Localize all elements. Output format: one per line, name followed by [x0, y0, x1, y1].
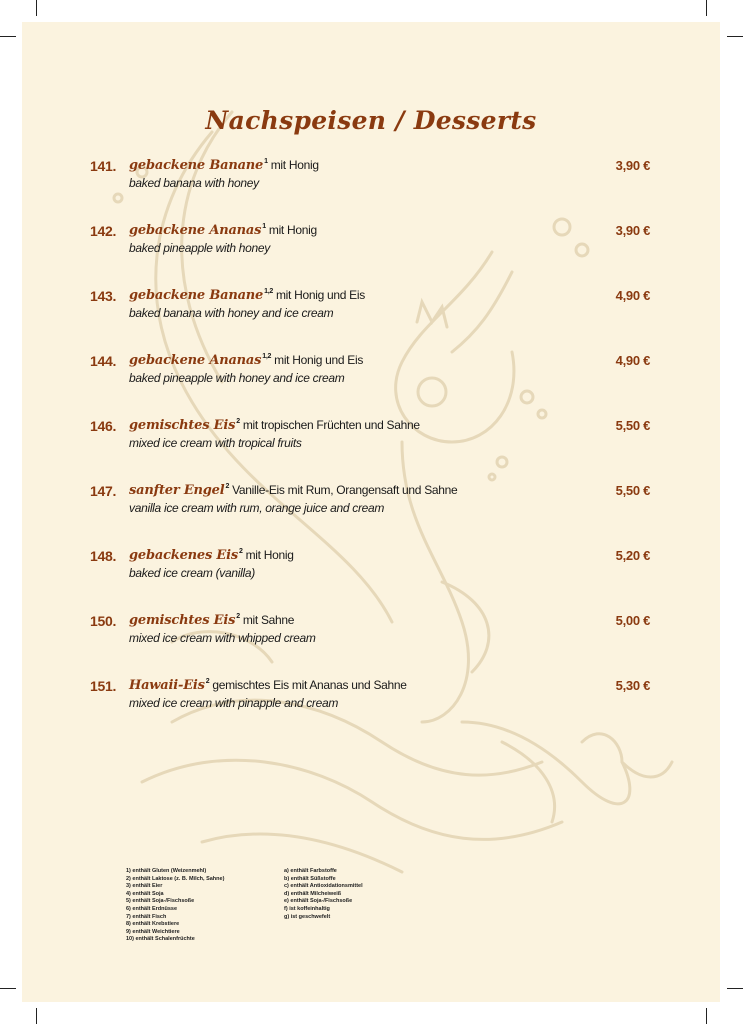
item-name: Hawaii-Eis [129, 678, 205, 693]
item-description-de: Vanille-Eis mit Rum, Orangensaft und Sahne [232, 483, 458, 497]
footnote: b) enthält Süßstoffe [284, 875, 336, 882]
item-price: 3,90 € [615, 158, 650, 173]
item-number: 143. [90, 288, 117, 304]
item-name: gemischtes Eis [129, 613, 236, 628]
footnote: g) ist geschwefelt [284, 913, 331, 920]
allergen-marker: 2 [236, 613, 240, 620]
allergen-marker: 2 [239, 548, 243, 555]
allergen-marker: 2 [225, 483, 230, 490]
item-description-en: baked pineapple with honey and ice cream [129, 371, 345, 385]
allergen-marker: 1,2 [264, 288, 273, 295]
item-description-de: mit Honig [268, 223, 317, 237]
menu-page [22, 22, 720, 1002]
item-price: 5,30 € [615, 678, 650, 693]
footnote: 8) enthält Krebstiere [126, 921, 180, 928]
page-title: Nachspeisen / Desserts [205, 106, 537, 135]
allergen-marker: 1 [262, 223, 266, 230]
item-description-de: mit tropischen Früchten und Sahne [242, 418, 420, 432]
footnote: a) enthält Farbstoffe [284, 868, 337, 874]
footnote: e) enthält Soja-/Fischsoße [284, 898, 353, 905]
item-number: 148. [90, 548, 117, 564]
item-number: 150. [90, 613, 117, 629]
item-price: 3,90 € [615, 223, 650, 238]
footnote: 7) enthält Fisch [126, 913, 167, 920]
footnote: c) enthält Antioxidationsmittel [284, 883, 363, 890]
footnote: 2) enthält Laktose (z. B. Milch, Sahne) [126, 875, 225, 882]
item-title-line [129, 548, 294, 563]
item-number: 146. [90, 418, 117, 434]
crop-mark [0, 988, 16, 989]
item-number: 141. [90, 158, 117, 174]
allergen-marker: 1 [264, 158, 268, 165]
item-name: gemischtes Eis [129, 418, 236, 433]
item-price: 5,50 € [615, 483, 650, 498]
item-description-de: mit Honig und Eis [274, 353, 364, 367]
item-description-de: mit Honig und Eis [275, 288, 365, 302]
allergen-marker: 2 [236, 418, 240, 425]
item-description-en: mixed ice cream with tropical fruits [129, 436, 302, 450]
menu-item [90, 158, 650, 202]
menu-item [90, 483, 650, 527]
menu-item [90, 548, 650, 592]
footnote: 6) enthält Erdnüsse [126, 905, 178, 912]
footnote: 10) enthält Schalenfrüchte [126, 936, 195, 943]
item-title-line [129, 678, 407, 693]
item-name: gebackene Ananas [129, 353, 262, 368]
crop-mark [36, 0, 37, 16]
footnote: 3) enthält Eier [126, 883, 163, 890]
item-title-line [129, 613, 294, 628]
item-number: 147. [90, 483, 117, 499]
footnote: 5) enthält Soja-/Fischsoße [126, 898, 195, 905]
crop-mark [706, 0, 707, 16]
item-number: 142. [90, 223, 117, 239]
footnote: 9) enthält Weichtiere [126, 928, 180, 935]
item-price: 5,00 € [615, 613, 650, 628]
footnote: 4) enthält Soja [126, 890, 164, 897]
item-name: gebackenes Eis [129, 548, 239, 563]
item-title-line [129, 418, 420, 433]
item-title-line [129, 223, 317, 238]
menu-item [90, 288, 650, 332]
item-description-en: baked ice cream (vanilla) [129, 566, 255, 580]
item-number: 144. [90, 353, 117, 369]
item-price: 5,50 € [615, 418, 650, 433]
item-number: 151. [90, 678, 117, 694]
additive-footnotes [284, 868, 363, 921]
menu-item [90, 678, 650, 722]
item-description-en: baked pineapple with honey [129, 241, 270, 255]
item-description-en: vanilla ice cream with rum, orange juice and cream [129, 501, 385, 515]
allergen-footnotes [126, 868, 224, 944]
item-name: gebackene Banane [129, 288, 264, 303]
item-description-en: mixed ice cream with whipped cream [129, 631, 316, 645]
item-title-line [129, 288, 365, 303]
item-name: gebackene Ananas [129, 223, 262, 238]
menu-item [90, 353, 650, 397]
crop-mark [727, 36, 743, 37]
item-name: gebackene Banane [129, 158, 264, 173]
item-description-de: mit Sahne [242, 613, 295, 627]
item-price: 4,90 € [615, 353, 650, 368]
menu-item [90, 223, 650, 267]
allergen-marker: 1,2 [262, 353, 272, 360]
crop-mark [706, 1008, 707, 1024]
crop-mark [727, 988, 743, 989]
footnote: f) ist koffeinhaltig [284, 905, 330, 912]
menu-item [90, 613, 650, 657]
item-description-en: baked banana with honey [129, 176, 259, 190]
footnote: 1) enthält Gluten (Weizenmehl) [126, 868, 207, 874]
item-title-line [129, 158, 319, 173]
item-name: sanfter Engel [129, 483, 225, 498]
menu-item [90, 418, 650, 462]
allergen-marker: 2 [205, 678, 210, 685]
item-description-de: gemischtes Eis mit Ananas und Sahne [212, 678, 407, 692]
item-description-de: mit Honig [245, 548, 294, 562]
item-description-en: mixed ice cream with pinapple and cream [129, 696, 339, 710]
item-title-line [129, 353, 363, 368]
item-description-en: baked banana with honey and ice cream [129, 306, 334, 320]
item-title-line [129, 483, 457, 498]
footnote: d) enthält Milcheiweiß [284, 890, 342, 897]
item-price: 4,90 € [615, 288, 650, 303]
crop-mark [36, 1008, 37, 1024]
crop-mark [0, 36, 16, 37]
item-price: 5,20 € [615, 548, 650, 563]
item-description-de: mit Honig [270, 158, 319, 172]
